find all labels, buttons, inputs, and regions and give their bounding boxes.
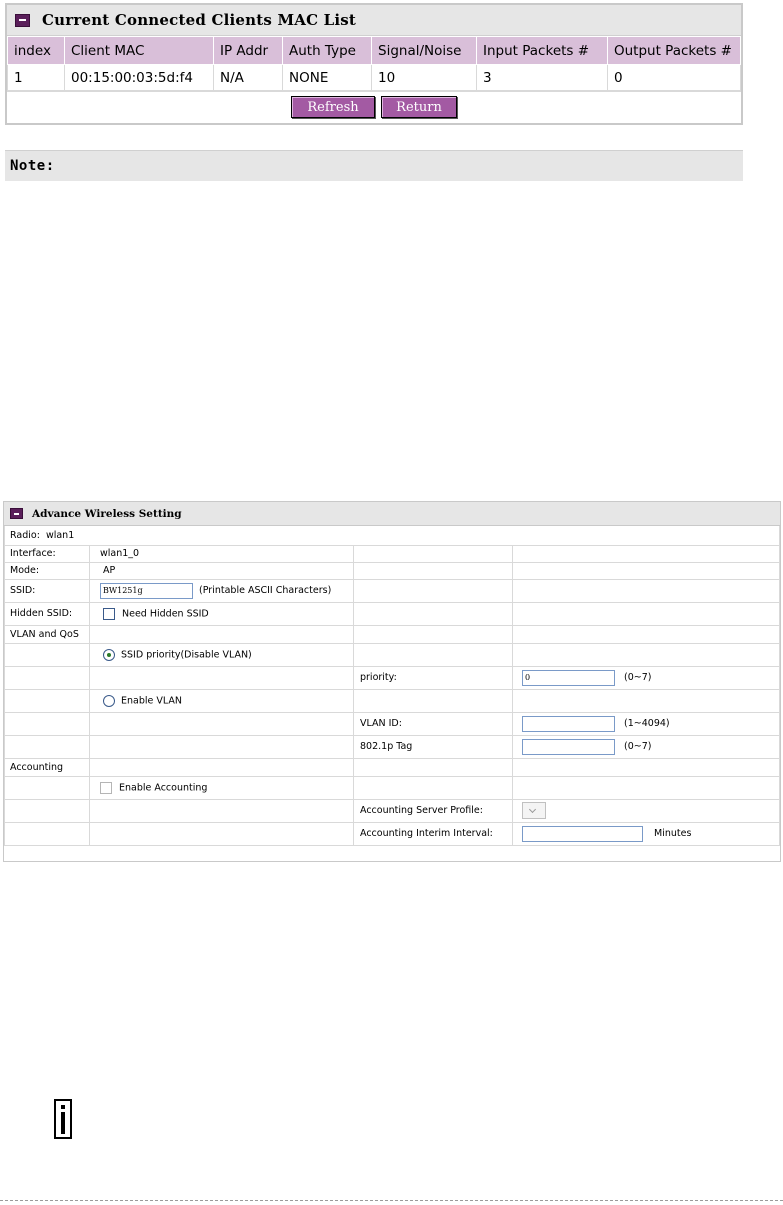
collapse-icon[interactable] bbox=[10, 508, 23, 519]
mode-value: AP bbox=[90, 562, 354, 579]
mode-label: Mode: bbox=[5, 562, 90, 579]
note-label: Note: bbox=[10, 158, 55, 174]
advance-wireless-panel bbox=[3, 501, 781, 862]
vlan-qos-row bbox=[5, 625, 780, 643]
vlan-qos-label: VLAN and QoS bbox=[5, 625, 90, 643]
col-signal-noise-header: Signal/Noise bbox=[372, 37, 477, 65]
accounting-label: Accounting bbox=[5, 758, 90, 776]
ssid-priority-option: SSID priority(Disable VLAN) bbox=[121, 649, 252, 660]
cell-ip-addr: N/A bbox=[214, 65, 283, 91]
hidden-ssid-label: Hidden SSID: bbox=[5, 602, 90, 625]
interface-row bbox=[5, 545, 780, 562]
mac-list-title-bar bbox=[7, 5, 741, 36]
enable-accounting-checkbox[interactable] bbox=[100, 782, 112, 794]
refresh-button[interactable]: Refresh bbox=[291, 96, 375, 118]
priority-row bbox=[5, 666, 780, 689]
ssid-priority-row bbox=[5, 643, 780, 666]
radio-row bbox=[5, 526, 780, 545]
col-ip-addr-header: IP Addr bbox=[214, 37, 283, 65]
info-icon bbox=[54, 1099, 72, 1139]
server-profile-label: Accounting Server Profile: bbox=[354, 799, 513, 822]
col-client-mac-header: Client MAC bbox=[65, 37, 214, 65]
collapse-icon[interactable] bbox=[15, 14, 30, 27]
interim-label: Accounting Interim Interval: bbox=[354, 822, 513, 845]
page-divider bbox=[0, 1200, 783, 1201]
enable-vlan-radio[interactable] bbox=[103, 695, 115, 707]
advance-wireless-title-bar bbox=[4, 502, 780, 526]
ssid-hint: (Printable ASCII Characters) bbox=[199, 585, 332, 596]
return-button[interactable]: Return bbox=[381, 96, 457, 118]
cell-auth-type: NONE bbox=[283, 65, 372, 91]
table-row bbox=[8, 65, 741, 91]
ssid-input[interactable] bbox=[100, 583, 193, 599]
tag-row bbox=[5, 735, 780, 758]
radio-label: Radio: bbox=[10, 529, 40, 541]
vlan-id-range: (1~4094) bbox=[624, 718, 670, 729]
tag-range: (0~7) bbox=[624, 741, 652, 752]
ssid-label: SSID: bbox=[5, 579, 90, 602]
mode-row bbox=[5, 562, 780, 579]
hidden-ssid-checkbox[interactable] bbox=[103, 608, 115, 620]
cell-client-mac: 00:15:00:03:5d:f4 bbox=[65, 65, 214, 91]
server-profile-row bbox=[5, 799, 780, 822]
interim-row bbox=[5, 822, 780, 845]
ssid-priority-radio[interactable] bbox=[103, 649, 115, 661]
enable-vlan-option: Enable VLAN bbox=[121, 695, 182, 706]
col-output-packets-header: Output Packets # bbox=[608, 37, 741, 65]
cell-signal-noise: 10 bbox=[372, 65, 477, 91]
mac-list-button-row bbox=[7, 91, 741, 122]
vlan-id-input[interactable] bbox=[522, 716, 615, 732]
col-index-header: index bbox=[8, 37, 65, 65]
radio-value: wlan1 bbox=[45, 529, 75, 541]
cell-index: 1 bbox=[8, 65, 65, 91]
vlan-id-row bbox=[5, 712, 780, 735]
interface-value: wlan1_0 bbox=[90, 545, 354, 562]
enable-vlan-row bbox=[5, 689, 780, 712]
cell-input-packets: 3 bbox=[477, 65, 608, 91]
mac-table-header-row bbox=[8, 37, 741, 65]
priority-input[interactable] bbox=[522, 670, 615, 686]
mac-table bbox=[7, 36, 741, 91]
enable-accounting-row bbox=[5, 776, 780, 799]
hidden-ssid-row bbox=[5, 602, 780, 625]
vlan-id-label: VLAN ID: bbox=[354, 712, 513, 735]
enable-accounting-option: Enable Accounting bbox=[119, 782, 208, 793]
accounting-row bbox=[5, 758, 780, 776]
priority-range: (0~7) bbox=[624, 672, 652, 683]
priority-label: priority: bbox=[354, 666, 513, 689]
interface-label: Interface: bbox=[5, 545, 90, 562]
advance-wireless-table bbox=[4, 526, 780, 846]
hidden-ssid-option: Need Hidden SSID bbox=[122, 608, 209, 619]
ssid-row bbox=[5, 579, 780, 602]
note-bar bbox=[5, 150, 743, 181]
mac-list-panel bbox=[5, 3, 743, 125]
mac-list-title: Current Connected Clients MAC List bbox=[42, 11, 357, 29]
col-input-packets-header: Input Packets # bbox=[477, 37, 608, 65]
col-auth-type-header: Auth Type bbox=[283, 37, 372, 65]
cell-output-packets: 0 bbox=[608, 65, 741, 91]
interim-unit: Minutes bbox=[654, 828, 692, 839]
advance-wireless-title: Advance Wireless Setting bbox=[32, 507, 182, 520]
tag-input[interactable] bbox=[522, 739, 615, 755]
tag-label: 802.1p Tag bbox=[354, 735, 513, 758]
interim-input[interactable] bbox=[522, 826, 643, 842]
server-profile-select[interactable] bbox=[522, 802, 546, 819]
